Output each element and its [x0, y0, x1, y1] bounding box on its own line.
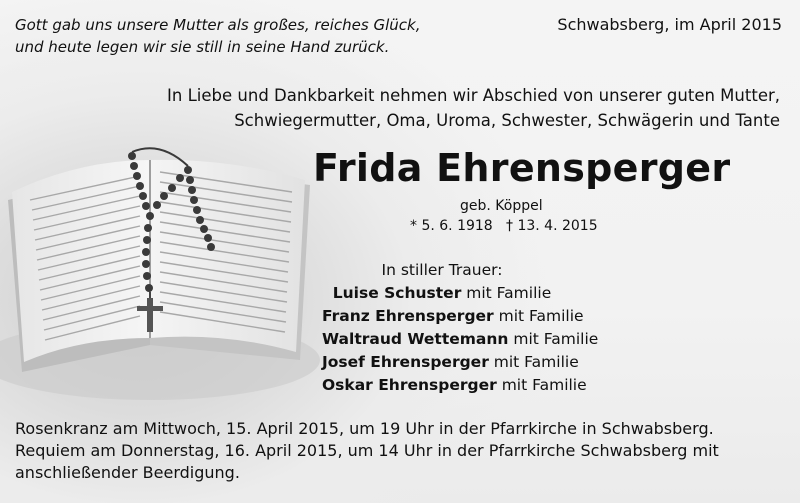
motto-verse [15, 14, 421, 58]
birth-date: * 5. 6. 1918 [410, 218, 493, 234]
mourner-entry [322, 374, 587, 397]
mourner-suffix: mit Familie [496, 376, 587, 394]
mourner-suffix: mit Familie [493, 307, 584, 325]
deceased-name: Frida Ehrensperger [313, 146, 731, 190]
place-date: Schwabsberg, im April 2015 [557, 15, 782, 34]
mourner-name: Waltraud Wettemann [322, 330, 509, 348]
intro-line: Schwiegermutter, Oma, Uroma, Schwester, Schwägerin und Tante [234, 111, 780, 130]
mourner-name: Luise Schuster [332, 284, 462, 302]
service-line: Rosenkranz am Mittwoch, 15. April 2015, um 19 Uhr in der Pfarrkirche in Schwabsberg. [15, 419, 714, 438]
service-details [15, 418, 719, 484]
mourner-name: Josef Ehrensperger [322, 353, 489, 371]
service-line: Requiem am Donnerstag, 16. April 2015, um 14 Uhr in der Pfarrkirche Schwabsberg mit [15, 441, 719, 460]
mourner-name: Oskar Ehrensperger [322, 376, 497, 394]
mourner-suffix: mit Familie [508, 330, 599, 348]
service-line: anschließender Beerdigung. [15, 463, 240, 482]
mourner-entry [322, 351, 579, 374]
mourner-entry [322, 328, 599, 351]
mourner-entry [322, 305, 584, 328]
mourners-heading: In stiller Trauer: [381, 261, 503, 279]
mourner-suffix: mit Familie [461, 284, 552, 302]
mourner-entry [322, 282, 562, 305]
death-date: † 13. 4. 2015 [506, 218, 598, 234]
mourner-suffix: mit Familie [488, 353, 579, 371]
intro-text [167, 83, 780, 133]
intro-line: In Liebe und Dankbarkeit nehmen wir Abschied von unserer guten Mutter, [167, 86, 780, 105]
mourner-name: Franz Ehrensperger [322, 307, 494, 325]
mourners-list [322, 259, 599, 397]
maiden-name: geb. Köppel [460, 198, 543, 214]
motto-line: und heute legen wir sie still in seine Hand zurück. [15, 38, 390, 56]
motto-line: Gott gab uns unsere Mutter als großes, reiches Glück, [15, 16, 421, 34]
